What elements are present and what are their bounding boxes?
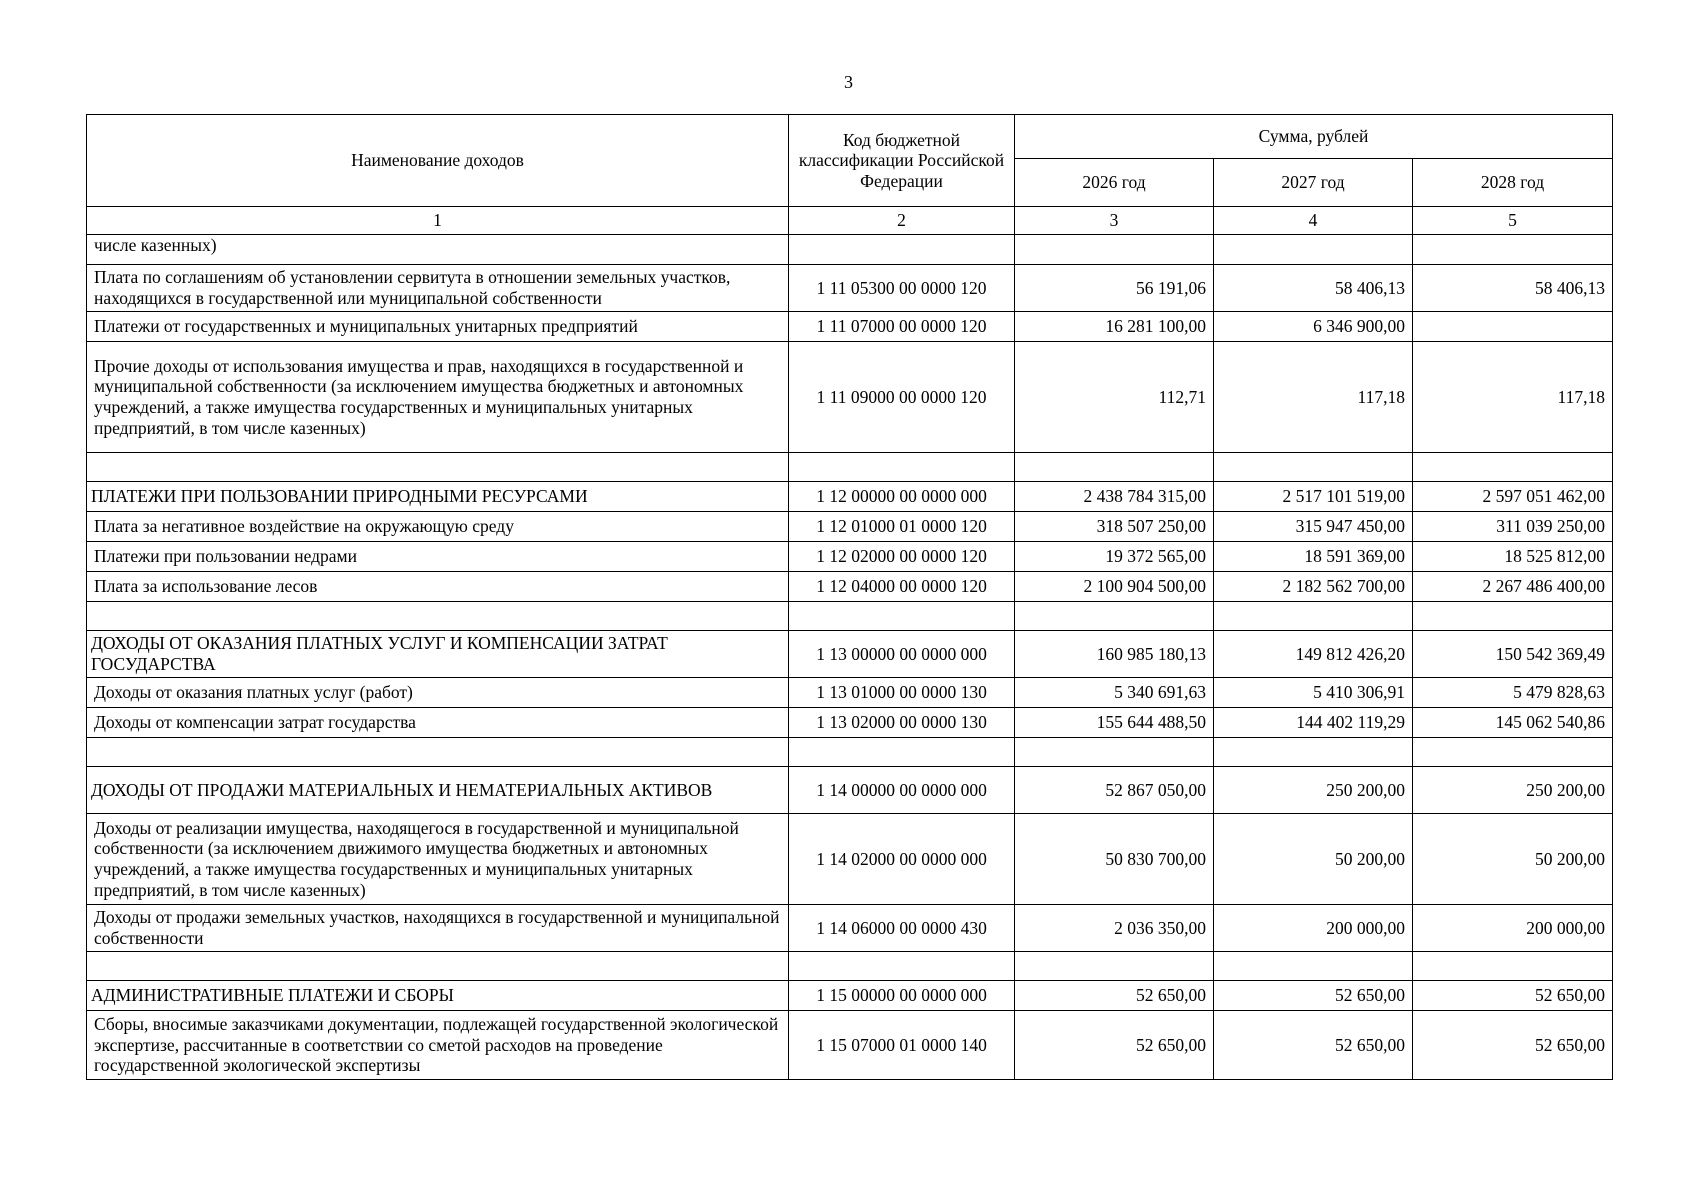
amount-2028-cell: 52 650,00 bbox=[1413, 1011, 1613, 1080]
group-row bbox=[87, 767, 1613, 814]
amount-2027-cell: 144 402 119,29 bbox=[1214, 708, 1413, 738]
column-number: 4 bbox=[1214, 207, 1413, 235]
header-income-name: Наименование доходов bbox=[87, 115, 789, 207]
amount-2028-cell: 5 479 828,63 bbox=[1413, 678, 1613, 708]
income-name-cell: ДОХОДЫ ОТ ПРОДАЖИ МАТЕРИАЛЬНЫХ И НЕМАТЕРИАЛЬНЫХ АКТИВОВ bbox=[87, 767, 789, 814]
income-name-cell: Сборы, вносимые заказчиками документации, подлежащей государственной экологической экспертизе, рассчитанные в соответствии со сметой расходов на проведение государственной экологической экспертизы bbox=[87, 1011, 789, 1080]
budget-code-cell: 1 15 00000 00 0000 000 bbox=[789, 981, 1015, 1011]
amount-2026-cell: 112,71 bbox=[1015, 342, 1214, 453]
header-year-2027: 2027 год bbox=[1214, 159, 1413, 207]
amount-2027-cell bbox=[1214, 602, 1413, 631]
income-name-cell bbox=[87, 453, 789, 482]
budget-code-cell: 1 11 09000 00 0000 120 bbox=[789, 342, 1015, 453]
budget-code-cell: 1 15 07000 01 0000 140 bbox=[789, 1011, 1015, 1080]
amount-2026-cell bbox=[1015, 952, 1214, 981]
budget-code-cell: 1 13 02000 00 0000 130 bbox=[789, 708, 1015, 738]
table-row bbox=[87, 312, 1613, 342]
amount-2028-cell: 311 039 250,00 bbox=[1413, 512, 1613, 542]
amount-2028-cell bbox=[1413, 312, 1613, 342]
amount-2026-cell: 318 507 250,00 bbox=[1015, 512, 1214, 542]
income-name-cell: Прочие доходы от использования имущества и прав, находящихся в государственной и муниципальной собственности (за исключением имущества бюджетных и автономных учреждений, а также имущества государственных и муниципальных унитарных предприятий, в том числе казенных) bbox=[87, 342, 789, 453]
header-budget-code: Код бюджетной классификации Российской Федерации bbox=[789, 115, 1015, 207]
amount-2026-cell bbox=[1015, 235, 1214, 265]
income-name-cell bbox=[87, 952, 789, 981]
column-number: 3 bbox=[1015, 207, 1214, 235]
amount-2027-cell: 315 947 450,00 bbox=[1214, 512, 1413, 542]
amount-2028-cell: 58 406,13 bbox=[1413, 265, 1613, 312]
table-row bbox=[87, 542, 1613, 572]
budget-code-cell bbox=[789, 453, 1015, 482]
amount-2026-cell: 160 985 180,13 bbox=[1015, 631, 1214, 678]
header-year-2026: 2026 год bbox=[1015, 159, 1214, 207]
amount-2028-cell: 50 200,00 bbox=[1413, 814, 1613, 905]
amount-2028-cell: 250 200,00 bbox=[1413, 767, 1613, 814]
income-name-cell: Доходы от компенсации затрат государства bbox=[87, 708, 789, 738]
income-name-cell: Доходы от продажи земельных участков, находящихся в государственной и муниципальной собственности bbox=[87, 905, 789, 952]
amount-2027-cell: 149 812 426,20 bbox=[1214, 631, 1413, 678]
table-row bbox=[87, 905, 1613, 952]
amount-2026-cell bbox=[1015, 602, 1214, 631]
income-name-cell: Плата по соглашениям об установлении сервитута в отношении земельных участков, находящихся в государственной или муниципальной собственности bbox=[87, 265, 789, 312]
income-name-cell: Плата за негативное воздействие на окружающую среду bbox=[87, 512, 789, 542]
table-row bbox=[87, 1011, 1613, 1080]
amount-2026-cell: 52 650,00 bbox=[1015, 981, 1214, 1011]
amount-2026-cell bbox=[1015, 738, 1214, 767]
column-number: 5 bbox=[1413, 207, 1613, 235]
amount-2027-cell: 5 410 306,91 bbox=[1214, 678, 1413, 708]
budget-code-cell: 1 11 05300 00 0000 120 bbox=[789, 265, 1015, 312]
amount-2027-cell bbox=[1214, 738, 1413, 767]
income-name-cell: числе казенных) bbox=[87, 235, 789, 265]
amount-2028-cell: 145 062 540,86 bbox=[1413, 708, 1613, 738]
amount-2026-cell: 2 100 904 500,00 bbox=[1015, 572, 1214, 602]
group-row bbox=[87, 631, 1613, 678]
amount-2028-cell: 117,18 bbox=[1413, 342, 1613, 453]
amount-2027-cell: 50 200,00 bbox=[1214, 814, 1413, 905]
amount-2027-cell: 52 650,00 bbox=[1214, 1011, 1413, 1080]
budget-code-cell: 1 14 00000 00 0000 000 bbox=[789, 767, 1015, 814]
income-name-cell: Доходы от оказания платных услуг (работ) bbox=[87, 678, 789, 708]
amount-2028-cell: 52 650,00 bbox=[1413, 981, 1613, 1011]
budget-code-cell bbox=[789, 602, 1015, 631]
table-row bbox=[87, 678, 1613, 708]
table-row bbox=[87, 572, 1613, 602]
income-name-cell: ПЛАТЕЖИ ПРИ ПОЛЬЗОВАНИИ ПРИРОДНЫМИ РЕСУРСАМИ bbox=[87, 482, 789, 512]
table-row bbox=[87, 512, 1613, 542]
budget-code-cell: 1 14 06000 00 0000 430 bbox=[789, 905, 1015, 952]
table-header bbox=[87, 115, 1613, 235]
amount-2027-cell: 52 650,00 bbox=[1214, 981, 1413, 1011]
amount-2028-cell bbox=[1413, 453, 1613, 482]
amount-2027-cell: 18 591 369,00 bbox=[1214, 542, 1413, 572]
amount-2027-cell: 2 517 101 519,00 bbox=[1214, 482, 1413, 512]
amount-2026-cell: 52 650,00 bbox=[1015, 1011, 1214, 1080]
amount-2027-cell: 117,18 bbox=[1214, 342, 1413, 453]
group-row bbox=[87, 981, 1613, 1011]
budget-code-cell: 1 11 07000 00 0000 120 bbox=[789, 312, 1015, 342]
amount-2027-cell: 250 200,00 bbox=[1214, 767, 1413, 814]
table-body bbox=[87, 235, 1613, 1080]
spacer-row bbox=[87, 738, 1613, 767]
amount-2026-cell: 52 867 050,00 bbox=[1015, 767, 1214, 814]
table-row bbox=[87, 708, 1613, 738]
amount-2026-cell: 5 340 691,63 bbox=[1015, 678, 1214, 708]
budget-code-cell bbox=[789, 235, 1015, 265]
budget-code-cell: 1 14 02000 00 0000 000 bbox=[789, 814, 1015, 905]
amount-2027-cell bbox=[1214, 453, 1413, 482]
amount-2026-cell: 56 191,06 bbox=[1015, 265, 1214, 312]
budget-code-cell: 1 12 00000 00 0000 000 bbox=[789, 482, 1015, 512]
amount-2026-cell: 16 281 100,00 bbox=[1015, 312, 1214, 342]
table-row bbox=[87, 342, 1613, 453]
column-number: 2 bbox=[789, 207, 1015, 235]
header-year-2028: 2028 год bbox=[1413, 159, 1613, 207]
income-name-cell: Платежи при пользовании недрами bbox=[87, 542, 789, 572]
budget-code-cell: 1 12 02000 00 0000 120 bbox=[789, 542, 1015, 572]
budget-code-cell: 1 13 00000 00 0000 000 bbox=[789, 631, 1015, 678]
income-name-cell bbox=[87, 602, 789, 631]
amount-2028-cell: 150 542 369,49 bbox=[1413, 631, 1613, 678]
amount-2027-cell: 2 182 562 700,00 bbox=[1214, 572, 1413, 602]
budget-code-cell bbox=[789, 952, 1015, 981]
amount-2027-cell bbox=[1214, 235, 1413, 265]
income-name-cell bbox=[87, 738, 789, 767]
budget-code-cell: 1 12 04000 00 0000 120 bbox=[789, 572, 1015, 602]
income-name-cell: ДОХОДЫ ОТ ОКАЗАНИЯ ПЛАТНЫХ УСЛУГ И КОМПЕНСАЦИИ ЗАТРАТ ГОСУДАРСТВА bbox=[87, 631, 789, 678]
amount-2026-cell: 19 372 565,00 bbox=[1015, 542, 1214, 572]
amount-2028-cell: 200 000,00 bbox=[1413, 905, 1613, 952]
page-number: 3 bbox=[844, 72, 853, 92]
revenue-table bbox=[86, 114, 1613, 1080]
income-name-cell: Доходы от реализации имущества, находящегося в государственной и муниципальной собственности (за исключением движимого имущества бюджетных и автономных учреждений, а также имущества государственных и муниципальных унитарных предприятий, в том числе казенных) bbox=[87, 814, 789, 905]
table-row bbox=[87, 814, 1613, 905]
amount-2026-cell: 50 830 700,00 bbox=[1015, 814, 1214, 905]
amount-2028-cell: 2 597 051 462,00 bbox=[1413, 482, 1613, 512]
amount-2026-cell: 2 036 350,00 bbox=[1015, 905, 1214, 952]
spacer-row bbox=[87, 453, 1613, 482]
amount-2028-cell bbox=[1413, 602, 1613, 631]
amount-2028-cell bbox=[1413, 235, 1613, 265]
budget-code-cell: 1 12 01000 01 0000 120 bbox=[789, 512, 1015, 542]
spacer-row bbox=[87, 602, 1613, 631]
amount-2026-cell bbox=[1015, 453, 1214, 482]
spacer-row bbox=[87, 952, 1613, 981]
amount-2027-cell: 58 406,13 bbox=[1214, 265, 1413, 312]
amount-2028-cell: 2 267 486 400,00 bbox=[1413, 572, 1613, 602]
column-number: 1 bbox=[87, 207, 789, 235]
amount-2026-cell: 2 438 784 315,00 bbox=[1015, 482, 1214, 512]
amount-2028-cell bbox=[1413, 738, 1613, 767]
income-name-cell: Платежи от государственных и муниципальных унитарных предприятий bbox=[87, 312, 789, 342]
amount-2027-cell: 6 346 900,00 bbox=[1214, 312, 1413, 342]
amount-2027-cell bbox=[1214, 952, 1413, 981]
budget-code-cell bbox=[789, 738, 1015, 767]
amount-2028-cell: 18 525 812,00 bbox=[1413, 542, 1613, 572]
table-row bbox=[87, 235, 1613, 265]
amount-2026-cell: 155 644 488,50 bbox=[1015, 708, 1214, 738]
income-name-cell: АДМИНИСТРАТИВНЫЕ ПЛАТЕЖИ И СБОРЫ bbox=[87, 981, 789, 1011]
group-row bbox=[87, 482, 1613, 512]
income-name-cell: Плата за использование лесов bbox=[87, 572, 789, 602]
header-sum: Сумма, рублей bbox=[1015, 115, 1613, 159]
amount-2028-cell bbox=[1413, 952, 1613, 981]
budget-code-cell: 1 13 01000 00 0000 130 bbox=[789, 678, 1015, 708]
table-row bbox=[87, 265, 1613, 312]
amount-2027-cell: 200 000,00 bbox=[1214, 905, 1413, 952]
